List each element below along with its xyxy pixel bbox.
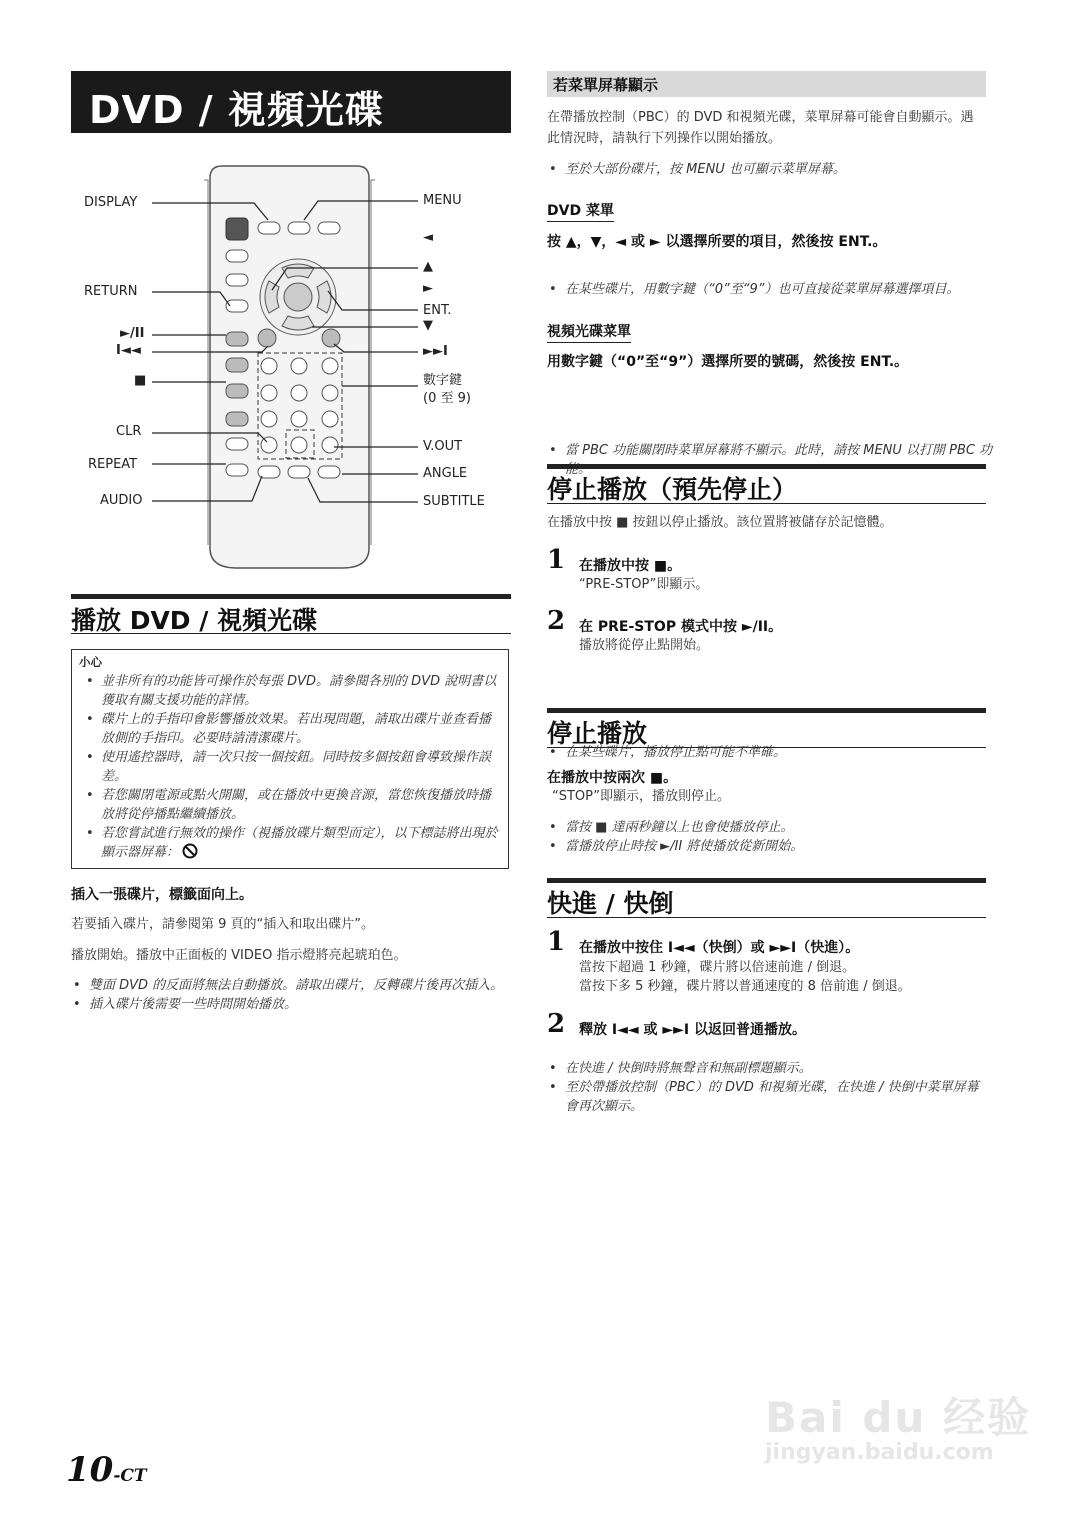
caution-item-last <box>79 824 499 862</box>
ff-step-1-desc-1: 當按下超過 1 秒鐘，碟片將以倍速前進 / 倒退。 <box>579 960 856 975</box>
stop-instruction: 在播放中按兩次 ■。 <box>547 770 678 786</box>
section-heading-ff <box>547 878 986 918</box>
insert-bullets <box>71 976 511 1014</box>
vcd-menu-bullet: • 當 PBC 功能關閉時菜單屏幕將不顯示。此時，請按 MENU 以打開 PBC 功能。 <box>547 441 1001 479</box>
label-up: ▲ <box>423 259 433 274</box>
label-menu: MENU <box>423 193 462 208</box>
label-display: DISPLAY <box>84 195 138 210</box>
stop-bullet: • 當播放停止時按 ►/II 將使播放從新開始。 <box>547 837 983 856</box>
label-audio: AUDIO <box>100 493 143 508</box>
page-number-value: 10 <box>66 1450 114 1490</box>
label-down: ▼ <box>423 318 433 333</box>
menu-bullet: • 至於大部份碟片，按 MENU 也可顯示菜單屏幕。 <box>547 160 1001 179</box>
label-right: ► <box>423 281 433 296</box>
ff-bullets <box>547 1059 983 1116</box>
label-return: RETURN <box>84 284 138 299</box>
watermark-logo: Bai du 经验 <box>765 1393 1031 1442</box>
menu-screen-heading-box <box>547 71 986 97</box>
vcd-menu-subheading: 視頻光碟菜單 <box>547 321 631 343</box>
menu-screen-heading: 若菜單屏幕顯示 <box>553 76 659 94</box>
prestop-paragraph: 在播放中按 ■ 按鈕以停止播放。該位置將被儲存於記憶體。 <box>547 515 893 530</box>
prestop-step-2-title: 在 PRE-STOP 模式中按 ►/II。 <box>579 619 783 635</box>
prestop-bullet: • 在某些碟片，播放停止點可能不準確。 <box>547 743 1001 762</box>
prestop-step-2-number: 2 <box>547 606 566 636</box>
section-heading-stop <box>547 708 986 748</box>
prestop-step-1-desc: “PRE-STOP”即顯示。 <box>579 577 709 592</box>
insert-heading: 插入一張碟片，標籤面向上。 <box>71 887 253 903</box>
section-heading-play <box>71 594 511 634</box>
page-number-suffix: -CT <box>113 1466 147 1486</box>
page-title: DVD / 視頻光碟 <box>89 88 384 132</box>
stop-heading: 停止播放 <box>547 719 648 748</box>
caution-item: • 並非所有的功能皆可操作於每張 DVD。請參閱各別的 DVD 說明書以獲取有關支援功能的詳情。 <box>79 672 499 710</box>
label-subtitle: SUBTITLE <box>423 494 485 509</box>
prestop-step-1-title: 在播放中按 ■。 <box>579 558 682 574</box>
label-numeric: 數字鍵 <box>423 373 463 388</box>
ff-heading: 快進 / 快倒 <box>547 889 674 918</box>
dvd-menu-subheading: DVD 菜單 <box>547 200 614 222</box>
label-repeat: REPEAT <box>88 457 138 472</box>
insert-bullet: • 雙面 DVD 的反面將無法自動播放。請取出碟片，反轉碟片後再次插入。 <box>71 976 511 995</box>
prohibited-icon <box>182 843 198 859</box>
prestop-heading: 停止播放（預先停止） <box>547 475 798 504</box>
caution-box <box>71 649 509 869</box>
label-prev: I◄◄ <box>116 343 141 358</box>
play-heading: 播放 DVD / 視頻光碟 <box>71 606 318 635</box>
menu-paragraph: 在帶播放控制（PBC）的 DVD 和視頻光碟，菜單屏幕可能會自動顯示。遇此情況時，請執行下列操作以開始播放。 <box>547 110 974 146</box>
section-heading-prestop <box>547 464 986 504</box>
prestop-step-1-number: 1 <box>547 545 566 575</box>
label-angle: ANGLE <box>423 466 468 481</box>
caution-title: 小心 <box>79 655 102 669</box>
ff-step-1-number: 1 <box>547 927 566 957</box>
ff-step-1-desc-2: 當按下多 5 秒鐘，碟片將以普通速度的 8 倍前進 / 倒退。 <box>579 979 911 994</box>
ff-bullet: • 至於帶播放控制（PBC）的 DVD 和視頻光碟，在快進 / 快倒中菜單屏幕會再次顯示。 <box>547 1078 983 1116</box>
dvd-menu-bullet: • 在某些碟片，用數字鍵（“0”至“9”）也可直接從菜單屏幕選擇項目。 <box>547 280 995 299</box>
prestop-step-2-desc: 播放將從停止點開始。 <box>579 638 710 653</box>
ff-step-2-number: 2 <box>547 1009 566 1039</box>
caution-list <box>79 672 499 862</box>
stop-description: “STOP”即顯示，播放則停止。 <box>552 789 730 804</box>
label-play-pause: ►/II <box>120 326 145 341</box>
label-ent: ENT. <box>423 303 452 318</box>
stop-bullets <box>547 818 983 856</box>
label-left: ◄ <box>423 230 433 245</box>
caution-item-text: 若您嘗試進行無效的操作（視播放碟片類型而定），以下標誌將出現於顯示器屏幕： <box>101 826 498 860</box>
caution-item: • 使用遙控器時，請一次只按一個按鈕。同時按多個按鈕會導致操作誤差。 <box>79 748 499 786</box>
stop-bullet: • 當按 ■ 達兩秒鐘以上也會使播放停止。 <box>547 818 983 837</box>
insert-bullet: • 插入碟片後需要一些時間開始播放。 <box>71 995 511 1014</box>
caution-item: • 若您關閉電源或點火開關，或在播放中更換音源，當您恢復播放時播放將從停播點繼續播放。 <box>79 786 499 824</box>
page-number <box>66 1450 147 1490</box>
remote-diagram <box>72 160 512 580</box>
insert-paragraph-2: 播放開始。播放中正面板的 VIDEO 指示燈將亮起琥珀色。 <box>71 948 407 963</box>
label-numeric-range: (0 至 9) <box>423 391 471 406</box>
vcd-menu-instruction: 用數字鍵（“0”至“9”）選擇所要的號碼，然後按 ENT.。 <box>547 354 909 370</box>
ff-step-2-title: 釋放 I◄◄ 或 ►►I 以返回普通播放。 <box>579 1022 806 1038</box>
ff-step-1-title: 在播放中按住 I◄◄（快倒）或 ►►I（快進）。 <box>579 940 860 956</box>
insert-paragraph-1: 若要插入碟片，請參閱第 9 頁的“插入和取出碟片”。 <box>71 917 375 932</box>
label-next: ►►I <box>423 344 448 359</box>
caution-item: • 碟片上的手指印會影響播放效果。若出現問題，請取出碟片並查看播放側的手指印。必要時請清潔碟片。 <box>79 710 499 748</box>
label-clr: CLR <box>116 424 142 439</box>
label-stop: ■ <box>134 373 147 388</box>
label-vout: V.OUT <box>423 439 463 454</box>
watermark-url: jingyan.baidu.com <box>765 1440 994 1465</box>
page-title-box <box>71 71 511 133</box>
dvd-menu-instruction: 按 ▲，▼，◄ 或 ► 以選擇所要的項目，然後按 ENT.。 <box>547 234 887 250</box>
ff-bullet: • 在快進 / 快倒時將無聲音和無副標題顯示。 <box>547 1059 983 1078</box>
